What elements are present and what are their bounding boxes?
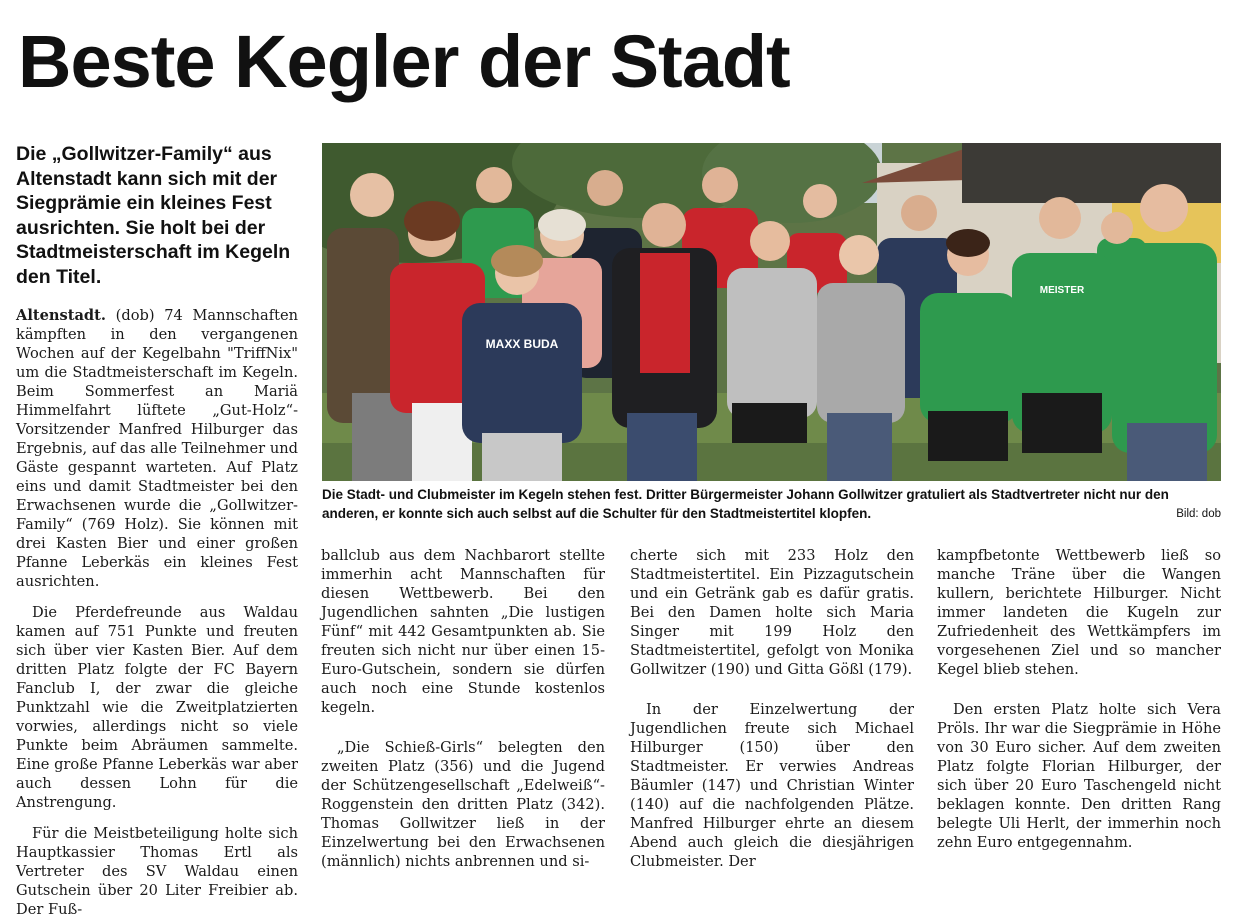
headline: Beste Kegler der Stadt <box>18 20 790 103</box>
group-photo <box>322 143 1221 481</box>
shirt-print: MAXX BUDA <box>485 337 559 351</box>
article-column-3 <box>630 546 914 871</box>
group-photo-illustration <box>322 143 1221 481</box>
shirt-print: MEISTER <box>1039 285 1085 296</box>
article-paragraph: kampfbetonte Wettbewerb ließ so manche Träne über die Wangen kullern, berichtete Hilburger. Nicht immer landeten die Kugeln zur Zufriedenheit des Wettkämpfers im vorgesehenen Ziel und so mancher Kegel blieb stehen. <box>937 547 1221 678</box>
article-text: (dob) 74 Mannschaften kämpften in den vergangenen Wochen auf der Kegelbahn "TriffNix" um die Stadtmeisterschaft im Kegeln. Beim Sommerfest an Mariä Himmelfahrt lüftete „Gut-Holz“-Vorsitzender Manfred Hilburger das Ergebnis, auf das alle Teilnehmer und Gäste gespannt warteten. Auf Platz eins und damit Stadtmeister bei den Erwachsenen wurde die „Gollwitzer-Family“ (769 Holz). Sie können mit drei Kasten Bier und einer großen Pfanne Leberkäs ein kleines Fest ausrichten. <box>16 307 298 590</box>
article-paragraph <box>16 306 298 591</box>
article-column-4 <box>937 546 1221 852</box>
article-paragraph: ballclub aus dem Nachbarort stellte immerhin acht Mannschaften für diesen Wettbewerb. Bei den Jugendlichen sahnten „Die lustigen Fünf“ mit 442 Gesamtpunkten ab. Sie freuten sich nicht nur über einen 15-Euro-Gutschein, sondern sie dürfen auch noch eine Stunde kostenlos kegeln. <box>321 547 605 716</box>
photo-credit: Bild: dob <box>1176 508 1221 520</box>
subheadline: Die „Gollwitzer-Family“ aus Altenstadt kann sich mit der Siegprämie ein kleines Fest ausrichten. Sie holt bei der Stadtmeisterschaft im Kegeln den Titel. <box>16 143 291 288</box>
article-paragraph: „Die Schieß-Girls“ belegten den zweiten Platz (356) und die Jugend der Schützengesellschaft „Edelweiß“-Roggenstein den dritten Platz (342). Thomas Gollwitzer ließ in der Einzelwertung bei den Erwachsenen (männlich) nichts anbrennen und si- <box>321 739 605 870</box>
article-paragraph: In der Einzelwertung der Jugendlichen freute sich Michael Hilburger (150) über den Stadtmeister. Er verwies Andreas Bäumler (147) und Christian Winter (140) auf die nachfolgenden Plätze. Manfred Hilburger ehrte an diesem Abend auch gleich die diesjährigen Clubmeister. Der <box>630 701 914 870</box>
dateline: Altenstadt. <box>16 307 106 324</box>
article-column-1 <box>16 306 298 919</box>
article-paragraph: Den ersten Platz holte sich Vera Pröls. Ihr war die Siegprämie in Höhe von 30 Euro sicher. Auf dem zweiten Platz folgte Florian Hilburger, der sich über 20 Euro Taschengeld nicht beklagen konnte. Den dritten Rang belegte Uli Herlt, der immerhin noch zehn Euro entgegennahm. <box>937 701 1221 851</box>
article-column-2 <box>321 546 605 871</box>
article-paragraph: Für die Meistbeteiligung holte sich Hauptkassier Thomas Ertl als Vertreter des SV Waldau einen Gutschein über 20 Liter Freibier ab. Der Fuß- <box>16 825 298 918</box>
photo-caption <box>322 485 1221 524</box>
article-paragraph: Die Pferdefreunde aus Waldau kamen auf 751 Punkte und freuten sich über vier Kasten Bier. Auf dem dritten Platz folgte der FC Bayern Fanclub I, der zwar die gleiche Punktzahl wie die Zweitplatzierten vorwies, allerdings nicht so viele Punkte beim Abräumen sammelte. Eine große Pfanne Leberkäs war aber auch dessen Lohn für die Anstrengung. <box>16 604 298 811</box>
caption-text: Die Stadt- und Clubmeister im Kegeln stehen fest. Dritter Bürgermeister Johann Gollwitzer gratuliert als Stadtvertreter nicht nur den anderen, er konnte sich auch selbst auf die Schulter für den Stadtmeistertitel klopfen. <box>322 487 1169 521</box>
article-paragraph: cherte sich mit 233 Holz den Stadtmeistertitel. Ein Pizzagutschein und ein Getränk gab es dafür gratis. Bei den Damen holte sich Maria Singer mit 199 Holz den Stadtmeistertitel, gefolgt von Monika Gollwitzer (190) und Gitta Gößl (179). <box>630 547 914 678</box>
